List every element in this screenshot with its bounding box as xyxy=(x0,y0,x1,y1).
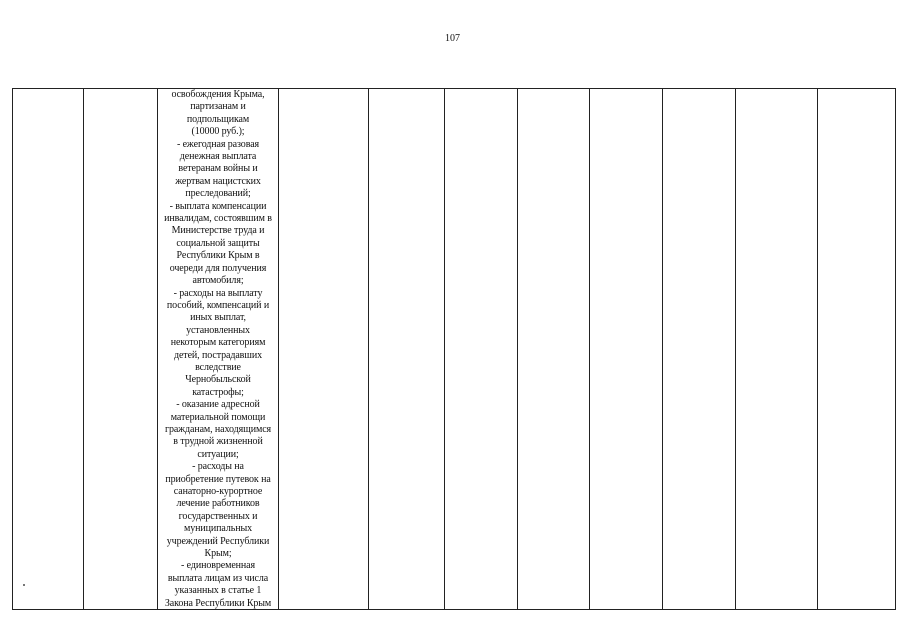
description-line: муниципальных xyxy=(184,523,252,535)
table-cell-description xyxy=(158,89,279,609)
description-line: - оказание адресной xyxy=(176,399,260,411)
description-line: подпольщикам xyxy=(186,113,250,125)
table-cell-10 xyxy=(736,89,818,609)
description-line: некоторым категориям xyxy=(170,337,266,349)
table-cell-5 xyxy=(369,89,445,609)
description-line: - ежегодная разовая xyxy=(176,138,260,150)
table-cell-1 xyxy=(13,89,84,609)
table-cell-8 xyxy=(590,89,663,609)
description-line: - единовременная xyxy=(181,560,255,572)
description-line: лечение работников xyxy=(176,498,260,510)
description-line: жертвам нацистских xyxy=(175,175,261,187)
description-line: денежная выплата xyxy=(179,151,257,163)
description-line: выплата лицам из числа xyxy=(167,572,269,584)
scan-speck xyxy=(23,584,25,586)
description-line: катастрофы; xyxy=(192,386,244,398)
description-line: учреждений Республики xyxy=(166,535,270,547)
description-line: очереди для получения xyxy=(169,262,267,274)
budget-table xyxy=(12,88,896,610)
table-cell-4 xyxy=(279,89,369,609)
description-line: детей, пострадавших xyxy=(173,349,263,361)
description-line: государственных и xyxy=(178,510,258,522)
description-line: Министерстве труда и xyxy=(171,225,265,237)
description-line: материальной помощи xyxy=(170,411,266,423)
description-line: инвалидам, состоявшим в xyxy=(164,213,272,225)
description-line: в трудной жизненной xyxy=(173,436,263,448)
description-line: вследствие xyxy=(195,361,241,373)
description-line: (10000 руб.); xyxy=(191,126,245,138)
table-cell-7 xyxy=(518,89,590,609)
description-line: иных выплат, xyxy=(190,312,246,324)
table-cell-6 xyxy=(445,89,518,609)
description-line: указанных в статье 1 xyxy=(174,585,262,597)
description-line: Крым; xyxy=(204,548,232,560)
description-line: пособий, компенсаций и xyxy=(166,299,270,311)
description-line: автомобиля; xyxy=(192,275,244,287)
description-line: Республики Крым в xyxy=(176,250,260,262)
table-cell-11 xyxy=(818,89,895,609)
table-cell-2 xyxy=(84,89,158,609)
description-line: установленных xyxy=(186,324,250,336)
page-number: 107 xyxy=(445,33,460,44)
description-line: - расходы на выплату xyxy=(173,287,263,299)
description-line: гражданам, находящимся xyxy=(164,423,272,435)
description-line: санаторно-курортное xyxy=(173,486,263,497)
description-line: Закона Республики Крым xyxy=(164,597,272,609)
description-text xyxy=(159,89,277,609)
description-line: приобретение путевок на xyxy=(165,473,271,485)
description-line: освобождения Крыма, xyxy=(171,89,265,100)
description-line: преследований; xyxy=(185,188,251,200)
description-line: - выплата компенсации xyxy=(169,200,267,212)
description-line: Чернобыльской xyxy=(185,374,251,386)
description-line: ветеранам войны и xyxy=(178,163,258,175)
description-line: ситуации; xyxy=(197,448,239,460)
description-line: - расходы на xyxy=(192,461,244,473)
description-line: партизанам и xyxy=(190,101,246,113)
table-cell-9 xyxy=(663,89,736,609)
description-line: социальной защиты xyxy=(176,237,260,249)
